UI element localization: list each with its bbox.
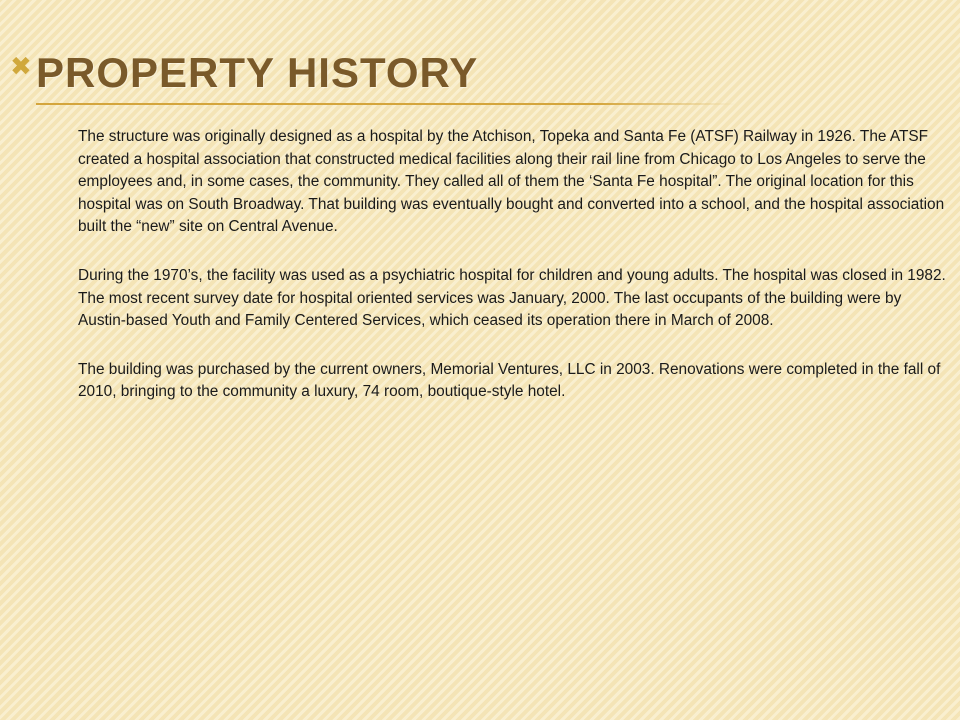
title-underline — [36, 103, 736, 105]
paragraph-renovation: The building was purchased by the current owners, Memorial Ventures, LLC in 2003. Renovations were completed in the fall of 2010, bringing to the community a luxury, 74 room, boutique-style hotel. — [78, 360, 941, 401]
paragraph-1970s: During the 1970’s, the facility was used as a psychiatric hospital for children and young adults. The hospital was closed in 1982. The most recent survey date for hospital oriented services was January, 2000. The last occupants of the building were by Austin-based Youth and Family Centered Services, which ceased its operation there in March of 2008. — [78, 266, 946, 330]
slide-body — [78, 126, 948, 430]
paragraph-origin: The structure was originally designed as a hospital by the Atchison, Topeka and Santa Fe (ATSF) Railway in 1926. The ATSF created a hospital association that constructed medical facilities along their rail line from Chicago to Los Angeles to serve the employees and, in some cases, the community. They called all of them the ‘Santa Fe hospital”. The original location for this hospital was on South Broadway. That building was eventually bought and converted into a school, and the hospital association built the “new” site on Central Avenue. — [78, 128, 945, 236]
slide-title: PROPERTY HISTORY — [36, 49, 479, 96]
title-cross-icon: ✖ — [10, 52, 32, 82]
